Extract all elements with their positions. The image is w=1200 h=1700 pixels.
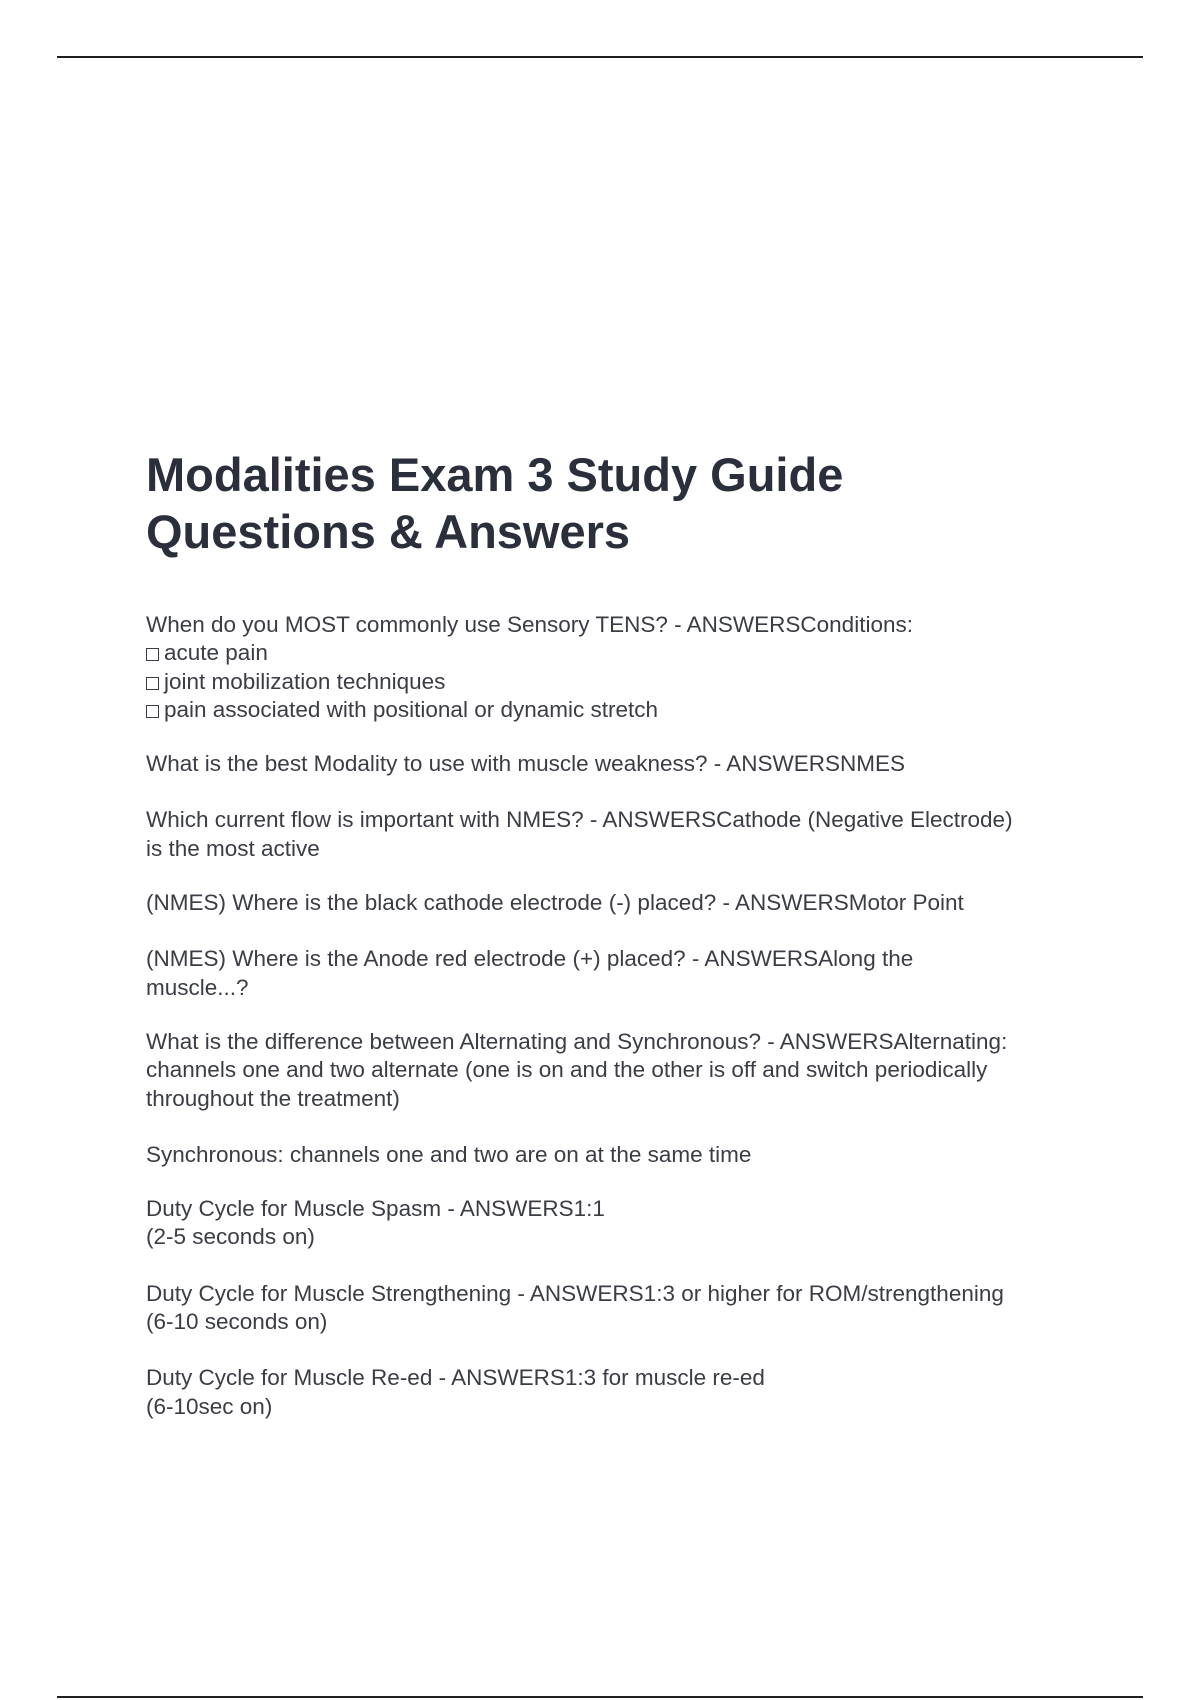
page-title xyxy=(146,446,1106,560)
qa-item-9-line-1: Duty Cycle for Muscle Strengthening - ANSWERS1:3 or higher for ROM/strengthening xyxy=(146,1280,1004,1306)
qa-item-5-line-1: (NMES) Where is the Anode red electrode (+) placed? - ANSWERSAlong the xyxy=(146,946,914,972)
qa-item-2 xyxy=(146,750,1086,778)
checkbox-icon xyxy=(146,705,159,718)
qa-item-9 xyxy=(146,1280,1086,1337)
qa-item-8 xyxy=(146,1195,1086,1252)
qa-item-3-line-1: Which current flow is important with NMES? - ANSWERSCathode (Negative Electrode) xyxy=(146,807,1013,833)
qa-item-6 xyxy=(146,1028,1086,1113)
qa-item-10-line-1: Duty Cycle for Muscle Re-ed - ANSWERS1:3 for muscle re-ed xyxy=(146,1365,765,1391)
list-item-2-text: joint mobilization techniques xyxy=(164,668,446,694)
qa-item-8-line-2: (2-5 seconds on) xyxy=(146,1224,315,1250)
list-item-1-text: acute pain xyxy=(164,640,268,666)
qa-item-5 xyxy=(146,945,1086,1002)
title-line-2: Questions & Answers xyxy=(146,505,631,558)
qa-item-10-line-2: (6-10sec on) xyxy=(146,1393,273,1419)
qa-item-7-line-1: Synchronous: channels one and two are on at the same time xyxy=(146,1141,752,1167)
qa-item-6-line-1: What is the difference between Alternating and Synchronous? - ANSWERSAlternating: xyxy=(146,1028,1008,1054)
bottom-rule xyxy=(57,1696,1143,1698)
top-rule xyxy=(57,56,1143,58)
title-line-1: Modalities Exam 3 Study Guide xyxy=(146,448,844,501)
list-item-1 xyxy=(146,639,1086,667)
checkbox-icon xyxy=(146,648,159,661)
list-item-2 xyxy=(146,668,1086,696)
qa-item-10 xyxy=(146,1364,1086,1421)
qa-item-4 xyxy=(146,889,1086,917)
list-item-3-text: pain associated with positional or dynamic stretch xyxy=(164,696,659,722)
qa-item-8-line-1: Duty Cycle for Muscle Spasm - ANSWERS1:1 xyxy=(146,1196,605,1222)
qa-item-5-line-2: muscle...? xyxy=(146,974,249,1000)
qa-item-3-line-2: is the most active xyxy=(146,835,320,861)
qa-item-4-line-1: (NMES) Where is the black cathode electrode (-) placed? - ANSWERSMotor Point xyxy=(146,890,964,916)
qa-content xyxy=(146,611,1086,1421)
qa-item-7 xyxy=(146,1141,1086,1169)
qa-item-6-line-3: throughout the treatment) xyxy=(146,1085,400,1111)
qa-item-6-line-2: channels one and two alternate (one is on and the other is off and switch periodically xyxy=(146,1057,988,1083)
qa-item-9-line-2: (6-10 seconds on) xyxy=(146,1309,328,1335)
qa-item-2-line-1: What is the best Modality to use with muscle weakness? - ANSWERSNMES xyxy=(146,751,906,777)
list-item-3 xyxy=(146,696,1086,724)
qa-item-1-line-1: When do you MOST commonly use Sensory TENS? - ANSWERSConditions: xyxy=(146,612,913,637)
qa-item-1 xyxy=(146,611,1086,724)
qa-item-3 xyxy=(146,806,1086,863)
checkbox-icon xyxy=(146,677,159,690)
